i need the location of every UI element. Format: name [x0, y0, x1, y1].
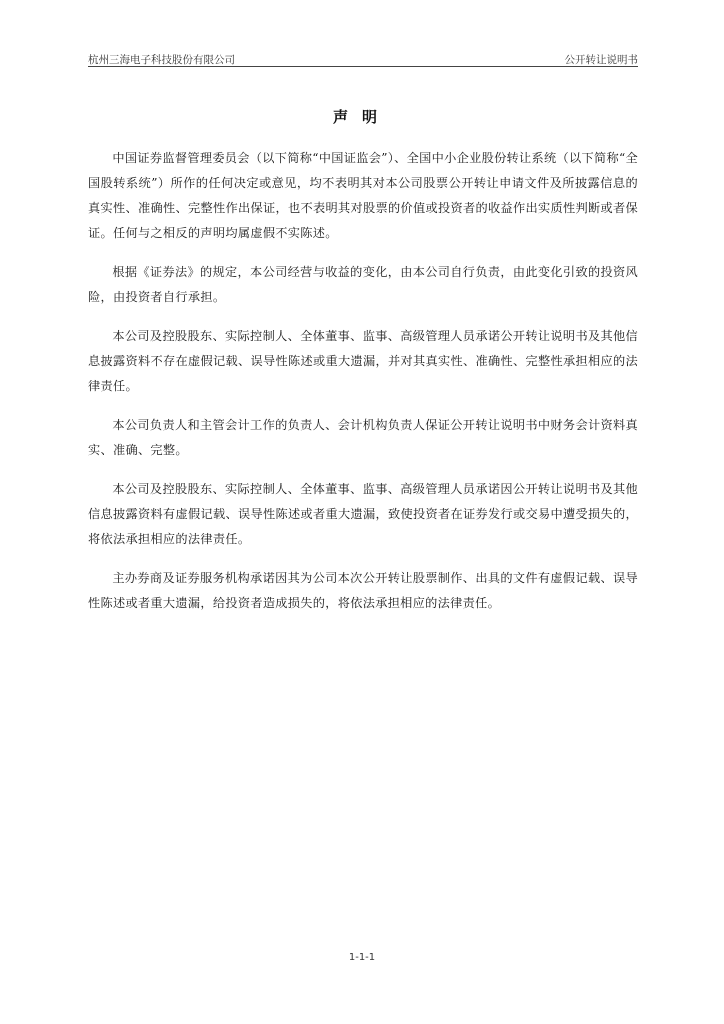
paragraph-financial-guarantee: 本公司负责人和主管会计工作的负责人、会计机构负责人保证公开转让说明书中财务会计资料真实、准确、完整。: [88, 418, 638, 457]
header-document-type: 公开转让说明书: [564, 54, 638, 66]
paragraph-company-commitment: 本公司及控股股东、实际控制人、全体董事、监事、高级管理人员承诺公开转让说明书及其他信息披露资料不存在虚假记载、误导性陈述或重大遗漏，并对其真实性、准确性、完整性承担相应的法律责任。: [88, 329, 638, 393]
paragraph-broker-commitment: 主办券商及证券服务机构承诺因其为公司本次公开转让股票制作、出具的文件有虚假记载、误导性陈述或者重大遗漏，给投资者造成损失的，将依法承担相应的法律责任。: [88, 571, 638, 610]
page-header: [88, 50, 638, 67]
header-company-name: 杭州三海电子科技股份有限公司: [88, 54, 235, 66]
page-number: 1-1-1: [348, 952, 376, 963]
paragraph-csrc-disclaimer: 中国证券监督管理委员会（以下简称“中国证监会”）、全国中小企业股份转让系统（以下简称“全国股转系统”）所作的任何决定或意见，均不表明其对本公司股票公开转让申请文件及所披露信息的真实性、准确性、完整性作出保证，也不表明其对股票的价值或投资者的收益作出实质性判断或者保证。任何与之相反的声明均属虚假不实陈述。: [88, 151, 638, 240]
page-title: 声明: [332, 108, 391, 126]
paragraph-securities-law: 根据《证券法》的规定，本公司经营与收益的变化，由本公司自行负责，由此变化引致的投资风险，由投资者自行承担。: [88, 265, 638, 304]
declaration-body: [88, 146, 638, 630]
paragraph-liability-commitment: 本公司及控股股东、实际控制人、全体董事、监事、高级管理人员承诺因公开转让说明书及其他信息披露资料有虚假记载、误导性陈述或者重大遗漏，致使投资者在证券发行或交易中遭受损失的，将依法承担相应的法律责任。: [88, 482, 638, 546]
